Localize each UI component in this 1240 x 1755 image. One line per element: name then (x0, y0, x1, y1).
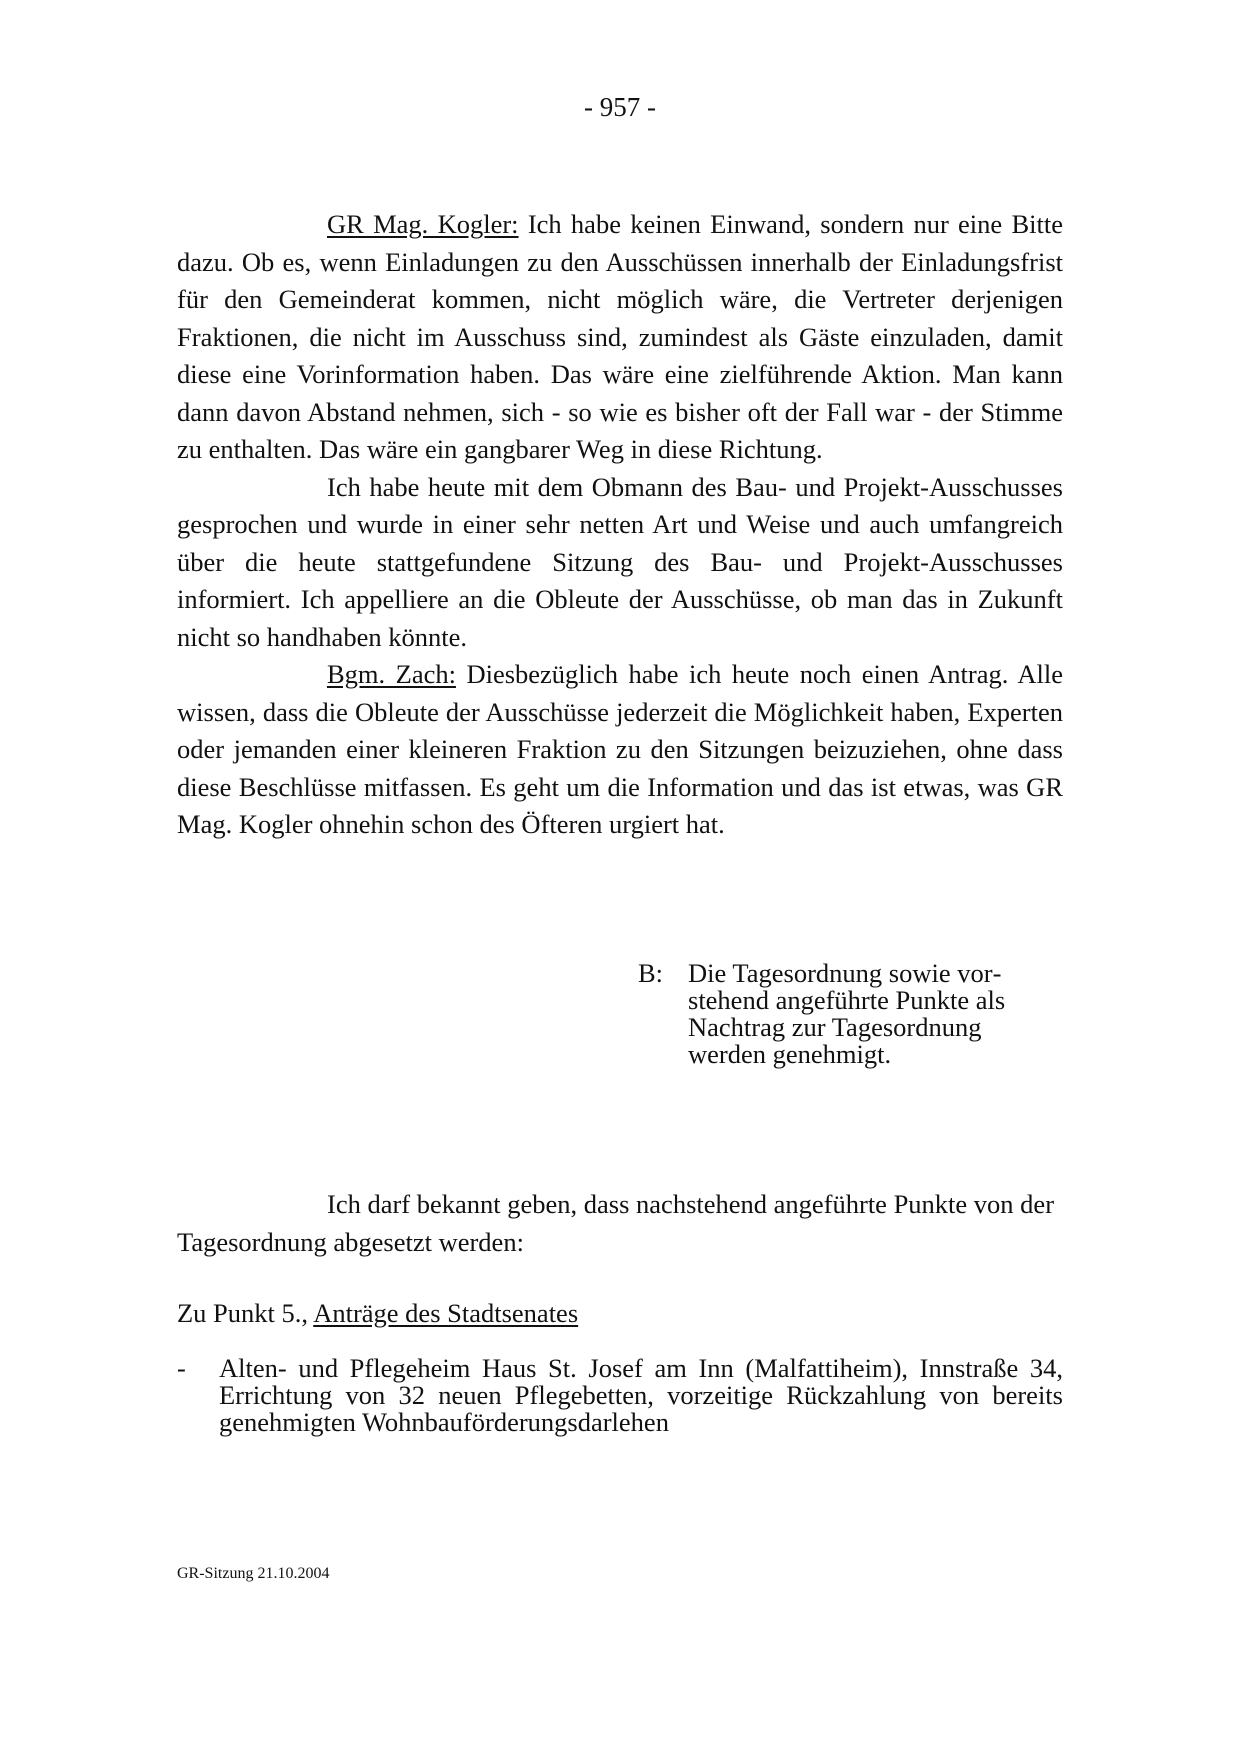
speaker-name: Bgm. Zach: (327, 659, 456, 689)
paragraph-zach (177, 656, 1063, 844)
agenda-title: Anträge des Stadtsenates (313, 1298, 579, 1328)
agenda-item (177, 1355, 1063, 1436)
footer-session-date: GR-Sitzung 21.10.2004 (177, 1565, 330, 1582)
paragraph-text: Ich habe heute mit dem Obmann des Bau- und Projekt-Ausschusses gesprochen und wurde in einer sehr netten Art und Weise und auch umfangreich über die heute stattgefundene Sitzung des Bau- und Projekt-Ausschusses informiert. Ich appelliere an die Obleute der Ausschüsse, ob man das in Zukunft nicht so handhaben könnte. (177, 471, 1063, 652)
agenda-prefix: Zu Punkt 5., (177, 1298, 314, 1328)
paragraph-kogler-continued (177, 469, 1063, 657)
resolution-block (638, 960, 1058, 1068)
announcement-block (177, 1186, 1063, 1261)
paragraph-text: Ich habe keinen Einwand, sondern nur eine Bitte dazu. Ob es, wenn Einladungen zu den Ausschüssen innerhalb der Einladungsfrist für den Gemeinderat kommen, nicht möglich wäre, die Vertreter derjenigen Fraktionen, die nicht im Ausschuss sind, zumindest als Gäste einzuladen, damit diese eine Vorinformation haben. Das wäre eine zielführende Aktion. Man kann dann davon Abstand nehmen, sich - so wie es bisher oft der Fall war - der Stimme zu enthalten. Das wäre ein gangbarer Weg in diese Richtung. (177, 209, 1063, 464)
agenda-heading (177, 1295, 578, 1332)
main-text-block (177, 206, 1063, 844)
resolution-text: Die Tagesordnung sowie vorstehend angeführte Punkte als Nachtrag zur Tagesordnung werden genehmigt. (688, 958, 1006, 1069)
announcement-text: Ich darf bekannt geben, dass nachstehend angeführte Punkte von der Tagesordnung abgesetzt werden: (177, 1189, 1055, 1257)
page-number: - 957 - (584, 92, 656, 122)
list-bullet: - (177, 1353, 186, 1383)
speaker-name: GR Mag. Kogler: (327, 209, 519, 239)
resolution-label: B: (638, 958, 664, 988)
paragraph-kogler (177, 206, 1063, 469)
agenda-item-text: Alten- und Pflegeheim Haus St. Josef am Inn (Malfattiheim), Innstraße 34, Errichtung von 32 neuen Pflegebetten, vorzeitige Rückzahlung von bereits genehmigten Wohnbauförderungsdarlehen (219, 1353, 1063, 1437)
paragraph-text: Diesbezüglich habe ich heute noch einen Antrag. Alle wissen, dass die Obleute der Ausschüsse jederzeit die Möglichkeit haben, Experten oder jemanden einer kleineren Fraktion zu den Sitzungen beizuziehen, ohne dass diese Beschlüsse mitfassen. Es geht um die Information und das ist etwas, was GR Mag. Kogler ohnehin schon des Öfteren urgiert hat. (177, 659, 1063, 839)
